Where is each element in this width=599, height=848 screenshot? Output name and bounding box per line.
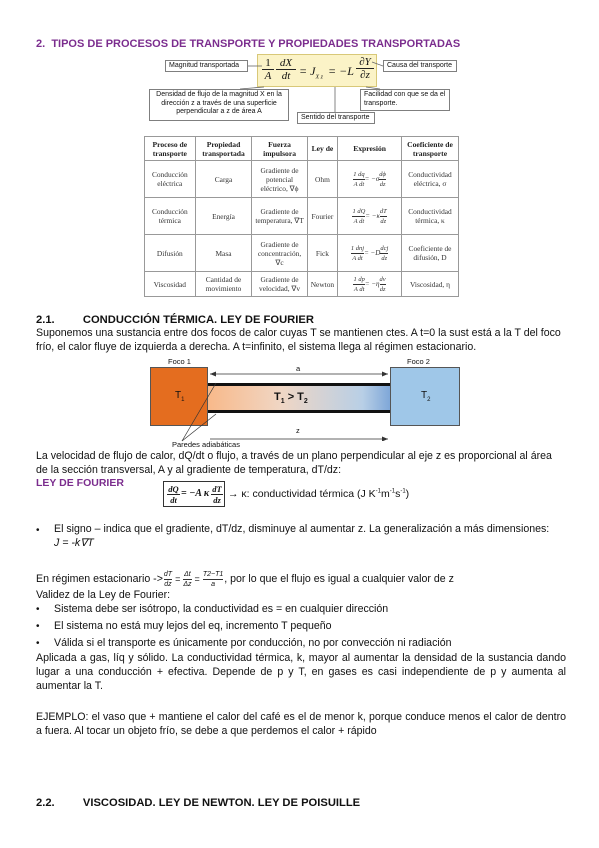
direction-label: Sentido del transporte <box>297 112 375 124</box>
eq-dY: ∂Y <box>356 56 374 69</box>
hot-block: $T_1$ <box>150 367 208 426</box>
bullet-dot: • <box>36 621 40 632</box>
cause-label: Causa del transporte <box>383 60 457 72</box>
density-label: Densidad de flujo de la magnitud X en la dirección z a través de una superficie perpendicular a z de área A <box>149 89 289 121</box>
expr-gradient-den: dz <box>379 180 386 188</box>
table-cell-property: Masa <box>195 235 252 272</box>
z-label: z <box>296 426 300 435</box>
expr-denominator: A dt <box>353 285 365 293</box>
section-title: VISCOSIDAD. LEY DE NEWTON. LEY DE POISUILLE <box>82 797 361 809</box>
bullet-sign-text: El signo – indica que el gradiente, dT/dz, disminuye al aumentar z. La generalización a más dimensiones: <box>54 523 550 535</box>
expr-coefficient: = −D <box>364 248 381 257</box>
fourier-kappa-text: → κ: conductividad térmica (J K <box>228 488 376 500</box>
table-cell-coefficient: Viscosidad, η <box>402 272 459 297</box>
eq-L: = −L <box>328 64 354 78</box>
validity-item: Válida si el transporte es únicamente por conducción, no por convección ni radiación <box>54 637 452 649</box>
bar-t1: T <box>274 391 281 403</box>
walls-label: Paredes adiabáticas <box>172 440 240 449</box>
eq-dt: dt <box>281 70 291 82</box>
eq-dz: ∂z <box>360 69 370 81</box>
eq-one: 1 <box>262 57 274 70</box>
eq-J-sub: X z <box>315 74 323 81</box>
frac-dz: dz <box>164 581 172 588</box>
table-cell-expression <box>338 235 402 272</box>
expr-coefficient: = −η <box>364 279 380 288</box>
table-cell-process: Difusión <box>145 235 196 272</box>
bullet-dot: • <box>36 638 40 649</box>
table-cell-process: Conducción eléctrica <box>145 161 196 198</box>
bullet-dot: • <box>36 525 40 536</box>
frac-dz2: Δz <box>183 581 192 588</box>
table-cell-expression <box>338 272 402 297</box>
eq-A: A <box>264 70 272 82</box>
table-cell-force: Gradiente de potencial eléctrico, ∇ϕ <box>252 161 307 198</box>
section-number: 2.2. <box>36 797 55 809</box>
table-cell-process: Conducción térmica <box>145 198 196 235</box>
stationary-pre: En régimen estacionario -> <box>36 572 163 585</box>
section-2-2-heading <box>36 797 360 809</box>
transport-table <box>144 136 459 297</box>
table-header: Coeficiente de transporte <box>402 137 459 161</box>
validity-item: El sistema no está muy lejos del eq, incremento T pequeño <box>54 620 332 632</box>
table-header: Proceso de transporte <box>145 137 196 161</box>
transport-table-wrap <box>144 136 459 297</box>
validity-title: Validez de la Ley de Fourier: <box>36 589 171 601</box>
a-label: a <box>296 364 301 373</box>
table-row <box>145 272 459 297</box>
section-number: 2.1. <box>36 314 55 326</box>
frac-dt2: Δt <box>184 571 191 578</box>
frac-dT: dT <box>163 571 173 578</box>
paragraph-flow: La velocidad de flujo de calor, dQ/dt o flujo, a través de un plano perpendicular al eje z es proporcional al área de la sección transversal, A y al gradiente de temperatura, dT/dz: <box>36 450 552 476</box>
expr-denominator: A dt <box>352 254 363 262</box>
table-row <box>145 235 459 272</box>
table-header: Propiedad transportada <box>195 137 252 161</box>
section-title: CONDUCCIÓN TÉRMICA. LEY DE FOURIER <box>82 314 314 326</box>
table-header: Expresión <box>338 137 402 161</box>
expr-gradient-den: dz <box>380 217 387 225</box>
table-cell-coefficient: Conductividad eléctrica, σ <box>402 161 459 198</box>
expr-gradient-den: dz <box>381 254 388 262</box>
table-cell-force: Gradiente de concentración, ∇c <box>252 235 307 272</box>
table-cell-property: Cantidad de movimiento <box>195 272 252 297</box>
expr-gradient-num: dv <box>379 275 386 283</box>
expr-numerator: 1 dp <box>353 275 365 283</box>
bullet-sign-formula: J = -k∇T <box>54 536 94 549</box>
table-cell-expression <box>338 198 402 235</box>
magnitude-label: Magnitud transportada <box>165 60 248 72</box>
table-cell-law: Ohm <box>307 161 337 198</box>
facility-label: Facilidad con que se da el transporte. <box>360 89 450 111</box>
validity-item: Sistema debe ser isótropo, la conductividad es = en cualquier dirección <box>54 603 389 615</box>
stationary-line: En régimen estacionario -> $\frac{dT}{dz}$ = $\frac{\Delta t}{\Delta z}$ = $\frac{T2-T1}{a}$ , por lo que el flujo es igual a cualquier valor de z <box>36 571 454 588</box>
table-cell-coefficient: Conductividad térmica, κ <box>402 198 459 235</box>
fourier-label: LEY DE FOURIER <box>36 477 124 489</box>
expr-gradient-den: dz <box>379 285 386 293</box>
fourier-dq: dQ <box>168 484 179 494</box>
fourier-mid: = −A κ <box>181 488 210 499</box>
table-cell-force: Gradiente de temperatura, ∇T <box>252 198 307 235</box>
section-title: TIPOS DE PROCESOS DE TRANSPORTE Y PROPIEDADES TRANSPORTADAS <box>51 38 461 50</box>
table-cell-law: Newton <box>307 272 337 297</box>
expr-coefficient: = −κ <box>365 211 380 220</box>
table-cell-process: Viscosidad <box>145 272 196 297</box>
table-header-row <box>145 137 459 161</box>
frac-t2t1: T2−T1 <box>202 571 224 578</box>
t1-label: T <box>175 390 182 401</box>
expr-numerator: 1 dnj <box>350 244 365 252</box>
cold-block: $T_2$ <box>390 367 460 426</box>
expr-numerator: 1 dq <box>353 170 365 178</box>
expr-coefficient: = −σ <box>364 174 380 183</box>
paragraph-example: EJEMPLO: el vaso que + mantiene el calor del café es el de menor k, porque conduce menos el calor de dentro a fuera. Al tocar un objeto frío, se debe a que perdemos el calor + rápido <box>36 711 566 737</box>
expr-denominator: A dt <box>353 180 365 188</box>
eq-J: = J <box>299 64 316 78</box>
t2-label: T <box>421 390 428 401</box>
fourier-dT: dT <box>212 484 222 494</box>
expr-gradient-num: dϕ <box>379 170 386 178</box>
table-cell-expression <box>338 161 402 198</box>
section-2-1-heading <box>36 314 314 326</box>
table-row <box>145 198 459 235</box>
table-cell-force: Gradiente de velocidad, ∇v <box>252 272 307 297</box>
expr-denominator: A dt <box>353 217 365 225</box>
fourier-dz: dz <box>213 495 221 505</box>
table-header: Fuerza impulsora <box>252 137 307 161</box>
callout-lines <box>0 0 599 130</box>
table-cell-law: Fourier <box>307 198 337 235</box>
expr-gradient-num: dT <box>379 207 387 215</box>
stationary-post: , por lo que el flujo es igual a cualquier valor de z <box>224 572 454 585</box>
table-header: Ley de <box>307 137 337 161</box>
expr-numerator: 1 dQ <box>352 207 366 215</box>
paragraph-application: Aplicada a gas, líq y sólido. La conductividad térmica, k, mayor al aumentar la densidad de la sustancia dando lugar a una conducción + efectiva. Depende de p y T, en gases es casi independiente de p y aumenta al aumentar la T. <box>36 652 566 692</box>
expr-gradient-num: dcj <box>380 244 389 252</box>
fourier-dt: dt <box>170 495 177 505</box>
paragraph-intro: Suponemos una sustancia entre dos focos de calor cuyas T se mantienen ctes. A t=0 la sust está a la T del foco frío, el calor fluye de izquierda a derecha. A t=infinito, el sistema llega al régimen estacionario. <box>36 327 561 353</box>
eq-dX: dX <box>276 57 296 70</box>
bullet-sign <box>54 523 569 551</box>
table-cell-law: Fick <box>307 235 337 272</box>
foco2-label: Foco 2 <box>407 357 430 366</box>
fourier-box <box>163 481 225 507</box>
conducting-bar: $T_1 > T_2$ <box>208 383 390 413</box>
table-cell-property: Energía <box>195 198 252 235</box>
foco1-label: Foco 1 <box>168 357 191 366</box>
table-cell-coefficient: Coeficiente de difusión, D <box>402 235 459 272</box>
z-axis <box>210 426 390 441</box>
bullet-dot: • <box>36 604 40 615</box>
bar-figure <box>150 357 470 449</box>
section-number: 2. <box>36 38 46 50</box>
table-row <box>145 161 459 198</box>
flux-diagram <box>0 0 599 130</box>
bar-gt: > T <box>284 391 304 403</box>
frac-a: a <box>211 581 215 588</box>
table-cell-property: Carga <box>195 161 252 198</box>
